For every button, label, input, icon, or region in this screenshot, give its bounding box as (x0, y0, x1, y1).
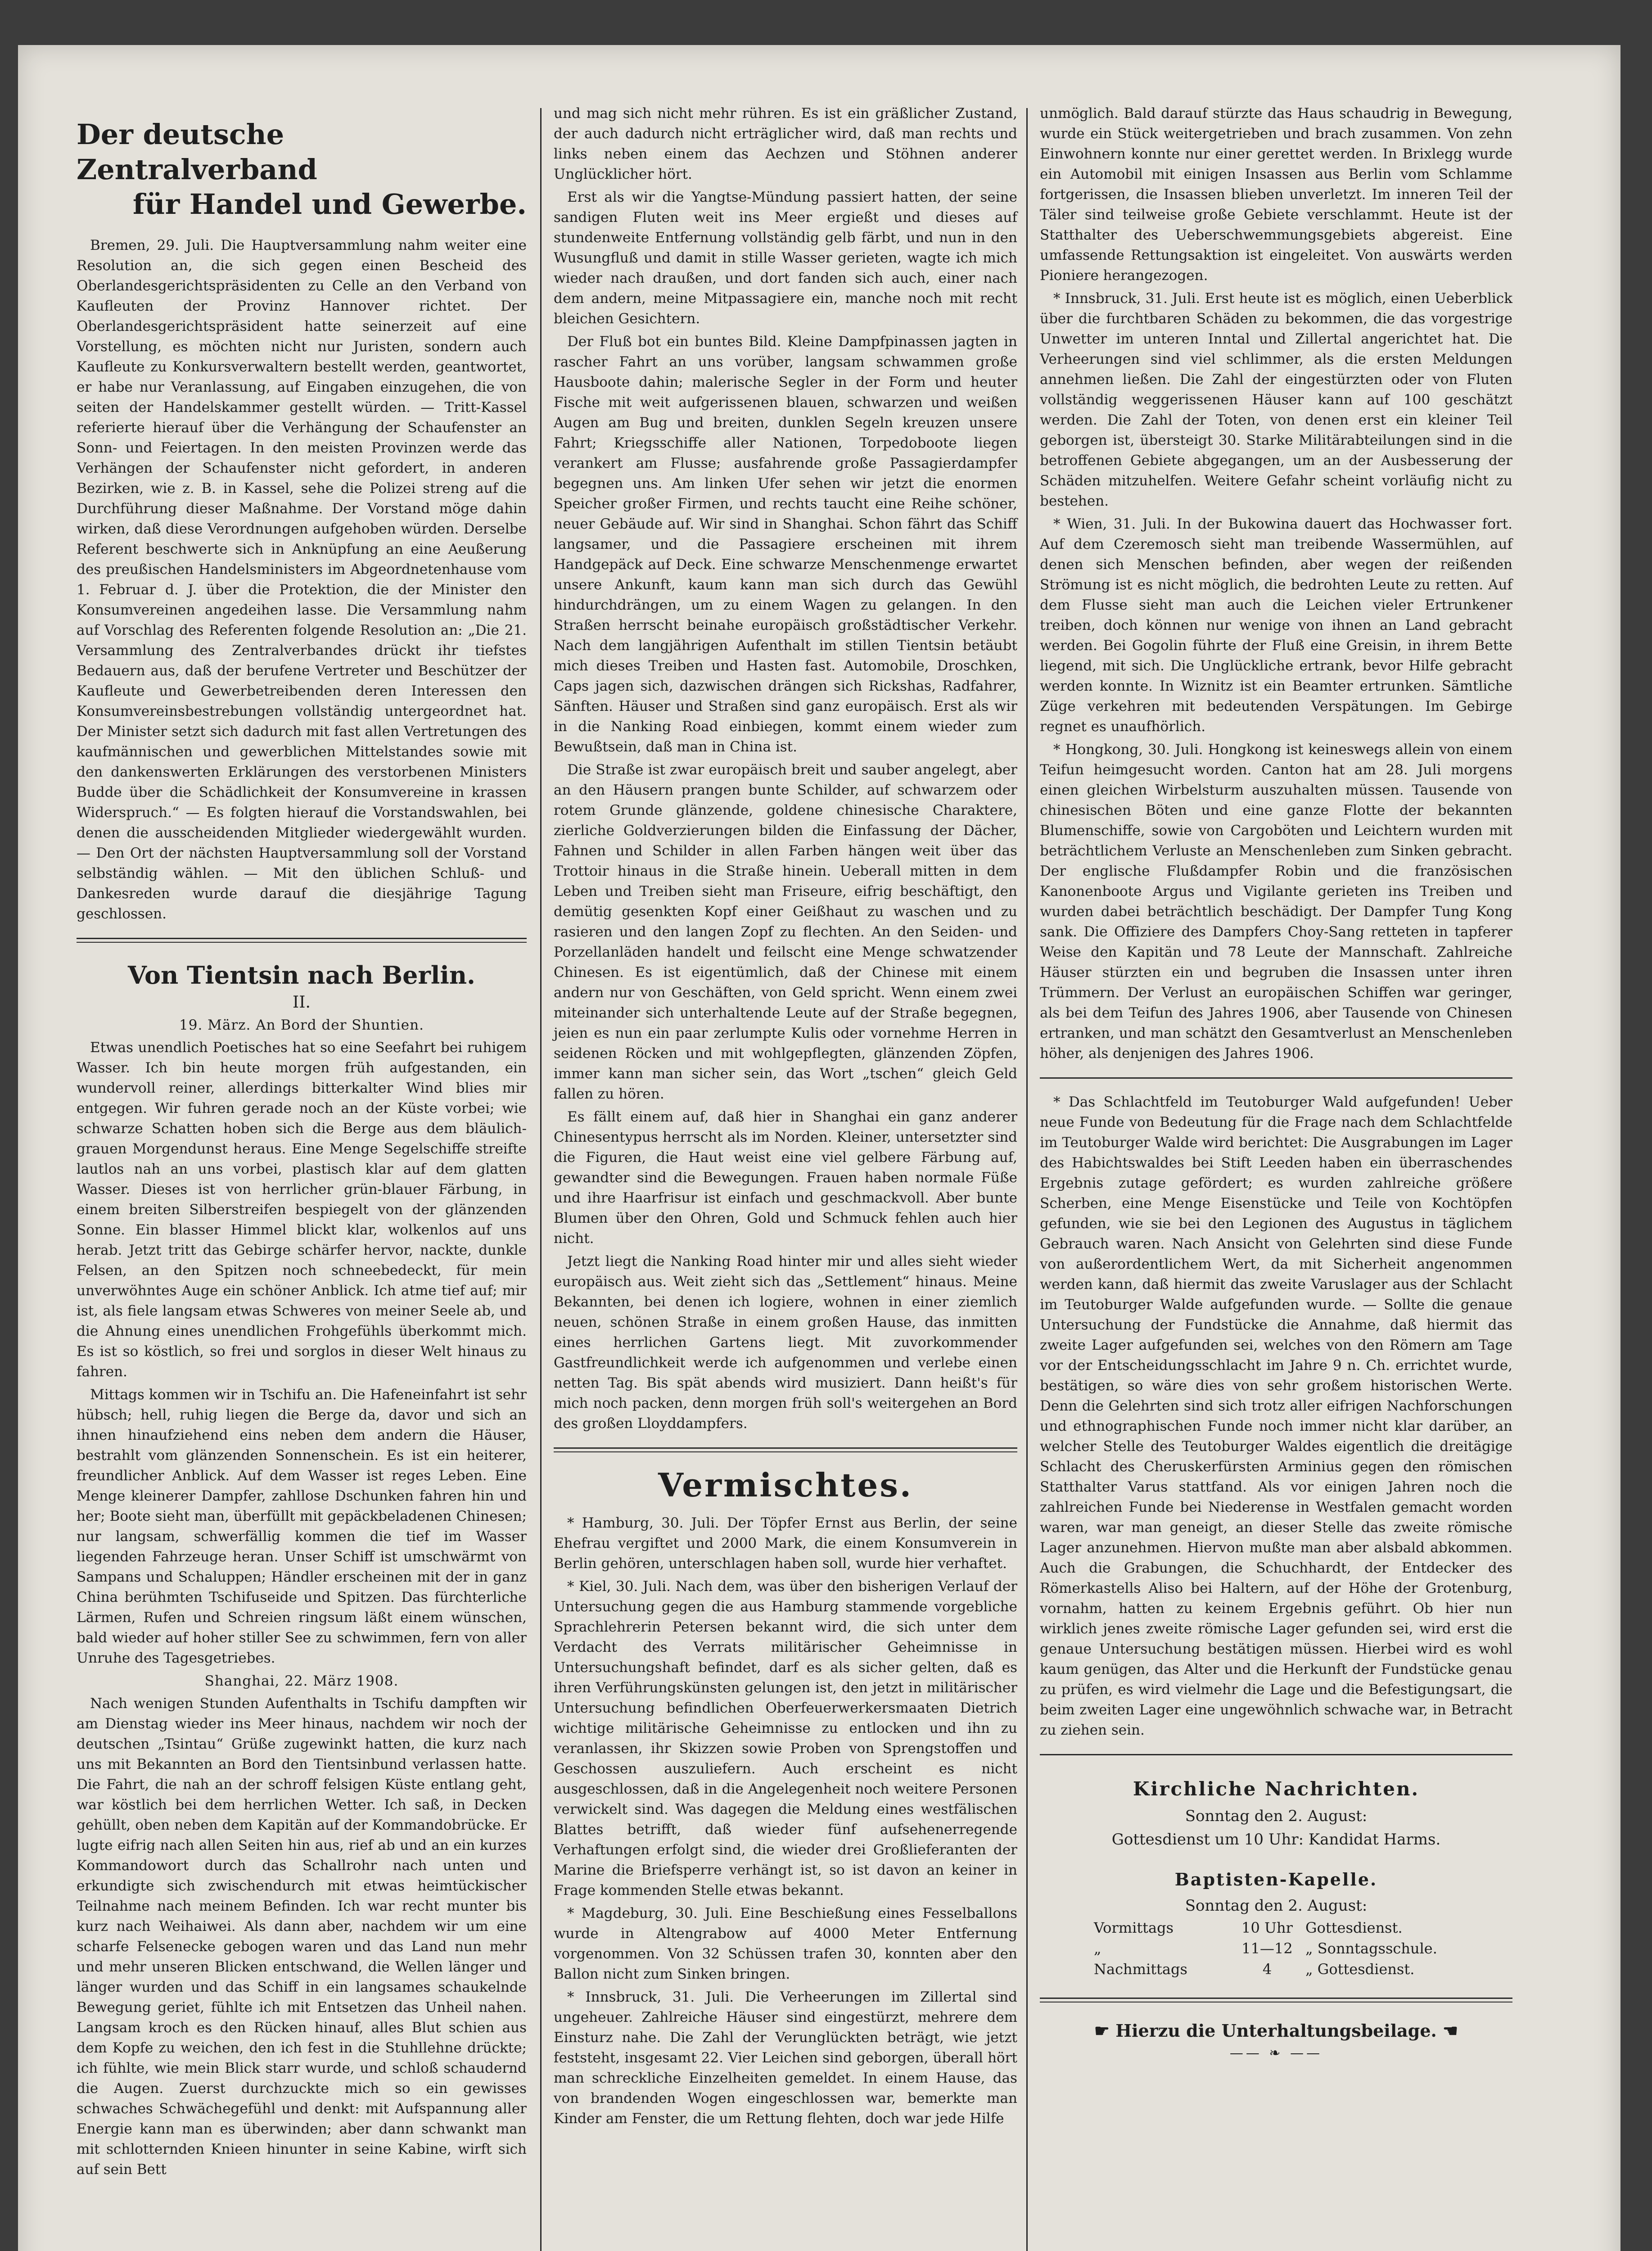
paragraph: Nach wenigen Stunden Aufenthalts in Tschifu dampften wir am Dienstag wieder ins Meer hinaus, nachdem wir noch der deutschen „Tsintau“ Grüße zugewinkt hatten, die kurz nach uns mit Bekannten an Bord den Tientsinbund verlassen hatte. Die Fahrt, die nah an der schroff felsigen Küste entlang geht, war köstlich bei dem herrlichen Wetter. Ich saß, in Decken gehüllt, oben neben dem Kapitän auf der Kommandobrücke. Er lugte eifrig nach allen Seiten hin aus, rief ab und an ein kurzes Kommandowort durch das Schallrohr nach unten und erkundigte sich zwischendurch mit etwas heimtückischer Teilnahme nach meinem Befinden. Ich war recht munter bis kurz nach Weihaiwei. Als dann aber, nachdem wir um eine scharfe Felsenecke gebogen waren und das Land nun mehr und mehr unseren Blicken entschwand, die Wellen länger und länger wurden und das Schiff in ein langsames schaukelnde Bewegung geriet, fühlte ich mit Entsetzen das Unheil nahen. Langsam kroch es den Rücken hinauf, alles Blut schien aus dem Kopfe zu weichen, den ich fest in die Stuhllehne drückte; ich fühlte, wie mein Blick starr wurde, und schloß schaudernd die Augen. Zuerst durchzuckte mich so ein gewisses schwaches Schwächegefühl und denkt: mit Aufspannung aller Energie kann man es überwinden; aber dann schwankt man mit schlotternden Knieen hinunter in seine Kabine, wirft sich auf sein Bett (77, 1695, 527, 2178)
headline-line: für Handel und Gewerbe. (132, 188, 527, 221)
church-news-line: Gottesdienst um 10 Uhr: Kandidat Harms. (1111, 1831, 1441, 1849)
paragraph: Die Straße ist zwar europäisch breit und sauber angelegt, aber an den Häusern prangen bunte Schilder, auf schwarzem oder rotem Grunde glänzende, goldene chinesische Charaktere, zierliche Goldverzierungen bilden die Einfassung der Dächer, Fahnen und Schilder in allen Farben hängen weit über das Trottoir hinaus in die Straße hinein. Ueberall mitten in dem Leben und Treiben sieht man Friseure, eifrig beschäftigt, den demütig gesenkten Kopf einer Geißhaut zu waschen und zu rasieren und den langen Zopf zu flechten. An den Seiden- und Porzellanläden handelt und feilscht eine Menge schwatzender Chinesen. Es ist eigentümlich, daß der Chinese mit einem andern nur von Geschäften, von Geld spricht. Wenn einem zwei miteinander sich unterhaltende Leute auf der Straße begegnen, jeien es nun ein paar zerlumpte Kulis oder vornehme Herren in seidenen Röcken und mit wohlgepflegten, glänzenden Zöpfen, immer kann man sicher sein, das Wort „tschen“ gleich Geld fallen zu hören. (554, 762, 1017, 1102)
column-2 (554, 104, 1017, 2132)
schedule-event: „ Gottesdienst. (1305, 1961, 1415, 1978)
paragraph: Erst als wir die Yangtse-Mündung passiert hatten, der seine sandigen Fluten weit ins Meer ergießt und dieses auf stundenweite Entfernung vollständig gelb färbt, und nun in den Wusungfluß und damit in stille Wasser gerieten, wagte ich mich wieder nach draußen, und dort fanden sich auch, einer nach dem andern, meine Mitpassagiere ein, manche noch mit recht bleichen Gesichtern. (554, 189, 1017, 327)
section-title: Vermischtes. (658, 1466, 913, 1504)
divider (1040, 1077, 1512, 1079)
paragraph: und mag sich nicht mehr rühren. Es ist ein gräßlicher Zustand, der auch dadurch nicht erträglicher wird, daß man rechts und links neben einem das Aechzen und Stöhnen anderer Unglücklicher hört. (554, 105, 1017, 182)
column-rule (1026, 108, 1028, 2251)
dateline: 19. März. An Bord der Shuntien. (179, 1017, 424, 1033)
paragraph: Der Fluß bot ein buntes Bild. Kleine Dampfpinassen jagten in rascher Fahrt an uns vorüber, langsam schwammen große Hausboote dahin; malerische Segler in der Form und heuter Fische mit weit aufgerissenen blauen, schwarzen und weißen Augen am Bug und breiten, dunklen Segeln kreuzen unsere Fahrt; Kriegsschiffe aller Nationen, Torpedoboote liegen verankert am Flusse; ausfahrende große Passagierdampfer begegnen uns. Am linken Ufer sehen wir jetzt die enormen Speicher großer Firmen, und rechts taucht eine Reihe schöner, neuer Gebäude auf. Wir sind in Shanghai. Schon fährt das Schiff langsamer, und die Passagiere erscheinen mit ihrem Handgepäck auf Deck. Eine schwarze Menschenmenge erwartet unsere Ankunft, kaum kann man sich durch das Gewühl hindurchdrängen, um zu einem Wagen zu gelangen. In den Straßen herrscht beinahe europäisch großstädtischer Verkehr. Nach dem langjährigen Aufenthalt im stillen Tientsin betäubt mich dieses Treiben und Hasten fast. Automobile, Droschken, Caps jagen sich, dazwischen drängen sich Rickshas, Radfahrer, Sänften. Häuser und Straßen sind ganz europäisch. Erst als wir in die Nanking Road einbiegen, kommt einem wieder zum Bewußtsein, daß man in China ist. (554, 334, 1017, 755)
column-3 (1040, 104, 1512, 2061)
supplement-notice (1040, 2020, 1512, 2041)
news-item: * Kiel, 30. Juli. Nach dem, was über den bisherigen Verlauf der Untersuchung gegen die aus Hamburg stammende vorgebliche Sprachlehrerin Petersen bekannt wird, die sich unter dem Verdacht des Verrats militärischer Geheimnisse in Untersuchungshaft befindet, darf es als sicher gelten, daß es ihren Verführungskünsten gelungen ist, den jetzt in militärischer Untersuchung befindlichen Oberfeuerwerkersmaaten Dietrich wichtige militärische Geheimnisse zu entlocken und ihn zu veranlassen, ihr Skizzen sowie Proben von Sprengstoffen und Geschossen auszuliefern. Auch erscheint es nicht ausgeschlossen, daß in die Angelegenheit noch weitere Personen verwickelt sind. Was dagegen die Meldung eines westfälischen Blattes betrifft, daß wieder fünf aufsehenerregende Verhaftungen erfolgt sind, die wieder drei Großlieferanten der Marine die Briefsperre verhängt ist, so ist davon an keiner in Frage kommenden Stelle etwas bekannt. (554, 1578, 1017, 1898)
paragraph: unmöglich. Bald darauf stürzte das Haus schaudrig in Bewegung, wurde ein Stück weitergetrieben und brach zusammen. Von zehn Einwohnern konnte nur einer gerettet werden. In Brixlegg wurde ein Automobil mit einigen Insassen aus Berlin vom Schlamme fortgerissen, die Insassen blieben unverletzt. Im inneren Teil der Täler sind teilweise große Gebiete verschlammt. Heute ist der Statthalter des Ueberschwemmungsgebiets abgereist. Eine umfassende Rettungsaktion ist eingeleitet. Von auswärts werden Pioniere herangezogen. (1040, 105, 1512, 284)
news-item: * Magdeburg, 30. Juli. Eine Beschießung eines Fesselballons wurde in Altengrabow auf 4000 Meter Entfernung vorgenommen. Von 32 Schüssen trafen 30, konnten aber den Ballon nicht zum Sinken bringen. (554, 1905, 1017, 1982)
schedule-row (1094, 1917, 1512, 1938)
baptist-line: Sonntag den 2. August: (1185, 1897, 1368, 1915)
ornament-divider: —— ❧ —— (1229, 2045, 1323, 2061)
pointing-hand-icon: ☛ (1094, 2020, 1116, 2041)
article-body: Bremen, 29. Juli. Die Hauptversammlung nahm weiter eine Resolution an, die sich gegen einen Bescheid des Oberlandesgerichtspräsidenten zu Celle an den Verband von Kaufleuten der Provinz Hannover richtet. Der Oberlandesgerichtspräsident hatte seinerzeit auf eine Vorstellung, es möchten nicht nur Juristen, sondern auch Kaufleute zu Konkursverwaltern bestellt werden, geantwortet, er habe nur Veranlassung, auf Eingaben einzugehen, die von seiten der Handelskammer gestellt würden. — Tritt-Kassel referierte hierauf über die Verhängung der Schaufenster an Sonn- und Feiertagen. In den meisten Provinzen werde das Verhängen der Schaufenster nicht gefordert, in anderen Bezirken, wie z. B. in Kassel, sehe die Polizei streng auf die Durchführung dieser Maßnahme. Der Vorstand möge dahin wirken, daß diese Verordnungen aufgehoben würden. Derselbe Referent beschwerte sich in Anknüpfung an eine Aeußerung des preußischen Handelsministers im Abgeordnetenhause vom 1. Februar d. J. über die Protektion, die der Minister den Konsumvereinen angedeihen lasse. Die Versammlung nahm auf Vorschlag des Referenten folgende Resolution an: „Die 21. Versammlung des Zentralverbandes drückt ihr tiefstes Bedauern aus, daß der berufene Vertreter und Beschützer der Kaufleute und Gewerbetreibenden deren Interessen den Konsumvereinsbestrebungen vollständig untergeordnet hat. Der Minister setzt sich dadurch mit fast allen Vertretungen des kaufmännischen und gewerblichen Mittelstandes sowie mit den dankenswerten Erklärungen des verstorbenen Ministers Budde über die Schädlichkeit der Konsumvereine in krassen Widerspruch.“ — Es folgten hierauf die Vorstandswahlen, bei denen die ausscheidenden Mitglieder wiedergewählt wurden. — Den Ort der nächsten Hauptversammlung soll der Vorstand selbständig wählen. — Mit den üblichen Schluß- und Dankesreden wurde darauf die diesjährige Tagung geschlossen. (77, 237, 527, 922)
divider (1040, 1754, 1512, 1755)
column-1 (77, 104, 527, 2183)
news-item: * Innsbruck, 31. Juli. Die Verheerungen im Zillertal sind ungeheuer. Zahlreiche Häuser sind eingestürzt, mehrere dem Einsturz nahe. Die Zahl der Verunglückten beträgt, wie jetzt feststeht, insgesamt 22. Vier Leichen sind geborgen, überall hört man schreckliche Einzelheiten gemeldet. In einem Hause, das von brandenden Wogen eingeschlossen war, bemerkte man Kinder am Fenster, die um Rettung flehten, doch war jede Hilfe (554, 1989, 1017, 2127)
church-news-title: Kirchliche Nachrichten. (1133, 1778, 1420, 1800)
divider (1040, 1998, 1512, 2002)
schedule-hour: 11—12 (1241, 1940, 1293, 1957)
headline-line: Der deutsche Zentralverband (77, 118, 317, 186)
schedule-time-label: Nachmittags (1094, 1961, 1187, 1978)
paragraph: Etwas unendlich Poetisches hat so eine Seefahrt bei ruhigem Wasser. Ich bin heute morgen früh aufgestanden, ein wundervoll reiner, allerdings bitterkalter Wind blies mir entgegen. Wir fuhren gerade noch an der Küste vorbei; wie schwarze Schatten hoben sich die Berge aus dem bläulich-grauen Morgendunst heraus. Eine Menge Segelschiffe streifte lautlos nah an uns vorbei, plastisch klar auf dem glatten Wasser. Dieses ist von herrlicher grün-blauer Färbung, in einem breiten Silberstreifen bespiegelt von der glänzenden Sonne. Ein blasser Himmel blickt klar, wolkenlos auf uns herab. Jetzt tritt das Gebirge schärfer hervor, nackte, dunkle Felsen, an den Spitzen noch schneebedeckt, für mein unverwöhntes Auge ein schöner Anblick. Ich atme tief auf; mir ist, als fiele langsam etwas Schweres von meiner Seele ab, und die Ahnung eines unendlichen Frohgefühls überkommt mich. Es ist so köstlich, so frei und sorglos in dieser Welt hinaus zu fahren. (77, 1039, 527, 1380)
schedule-hour: 4 (1262, 1961, 1272, 1978)
news-item: * Wien, 31. Juli. In der Bukowina dauert das Hochwasser fort. Auf dem Czeremosch sieht man treibende Wassermühlen, auf denen sich Menschen befinden, aber wegen der reißenden Strömung ist es nicht möglich, die bedrohten Leute zu retten. Auf dem Flusse sieht man auch die Leichen vieler Ertrunkener treiben, doch können nur wenige von ihnen an Land gebracht werden. Bei Gogolin führte der Fluß eine Greisin, in ihrem Bette liegend, mit sich. Die Unglückliche ertrank, bevor Hilfe gebracht werden konnte. In Wiznitz ist ein Beamter ertrunken. Sämtliche Züge verkehren mit bedeutenden Verspätungen. Im Gebirge regnet es unaufhörlich. (1040, 516, 1512, 735)
church-news-line: Sonntag den 2. August: (1185, 1807, 1368, 1825)
news-item: * Das Schlachtfeld im Teutoburger Wald aufgefunden! Ueber neue Funde von Bedeutung für die Frage nach dem Schlachtfelde im Teutoburger Walde wird berichtet: Die Ausgrabungen im Lager des Habichtswaldes bei Stift Leeden haben ein überraschendes Ergebnis zutage gefördert; es wurden zahlreiche größere Scherben, eine Menge Eisenstücke und Teile von Kochtöpfen gefunden, wie sie bei den Legionen des Augustus in täglichem Gebrauch waren. Nach Ansicht von Gelehrten sind diese Funde von außerordentlichem Wert, da mit Sicherheit angenommen werden kann, daß hiermit das zweite Varuslager aus der Schlacht im Teutoburger Walde aufgefunden wurde. — Sollte die genaue Untersuchung der Fundstücke die Annahme, daß hiermit das zweite Lager aufgefunden sei, welches von den Römern am Tage vor der Entscheidungsschlacht im Jahre 9 n. Ch. errichtet wurde, bestätigen, so wäre dies von sehr großem historischen Werte. Denn die Gelehrten sind sich trotz aller eifrigen Nachforschungen und ethnographischen Funde noch immer nicht klar darüber, an welcher Stelle des Teutoburger Waldes eigentlich die dreitägige Schlacht des Cheruskerfürsten Arminius gegen den römischen Statthalter Varus stattfand. Als vor einigen Jahren noch die zahlreichen Funde bei Niederense in Westfalen gemacht worden waren, war man geneigt, an dieser Stelle das zweite römische Lager anzunehmen. Hiervon mußte man aber alsbald abkommen. Auch die Grabungen, die Schuchhardt, der Entdecker des Römerkastells Aliso bei Haltern, auf der Höhe der Grotenburg, vornahm, hatten zu keinem Ergebnis geführt. Ob hier nun wirklich jenes zweite römische Lager gefunden sei, wird erst die genaue Untersuchung bestätigen müssen. Hierbei wird es wohl kaum genügen, das Alter und die Herkunft der Fundstücke genau zu prüfen, es wird vielmehr die Lage und die Befestigungsart, die beim zweiten Lager eine ungewöhnlich schwache war, in Betracht zu ziehen sein. (1040, 1094, 1512, 1738)
schedule-time-label: „ (1094, 1940, 1101, 1957)
section-number: II. (293, 993, 311, 1012)
section-title: Von Tientsin nach Berlin. (128, 960, 475, 990)
divider (77, 938, 527, 943)
paragraph: Mittags kommen wir in Tschifu an. Die Hafeneinfahrt ist sehr hübsch; hell, ruhig liegen die Berge da, davor und sich an ihnen hinaufziehend eins neben dem andern die Häuser, bestrahlt vom glänzenden Sonnenschein. Es ist ein heiterer, freundlicher Anblick. Auf dem Wasser ist reges Leben. Eine Menge kleinerer Dampfer, zahllose Dschunken fahren hin und her; Boote sieht man, überfüllt mit gepäckbeladenen Chinesen; nur langsam, schwerfällig kommen die tief im Wasser liegenden Fahrzeuge heran. Unser Schiff ist umschwärmt von Sampans und Schaluppen; Händler erscheinen mit der in ganz China berühmten Tschifuseide und Spitzen. Das fürchterliche Lärmen, Rufen und Schreien ringsum läßt einem wünschen, bald wieder auf hoher stiller See zu schwimmen, fern von aller Unruhe des Tagesgetriebes. (77, 1386, 527, 1666)
schedule-event: „ Sonntagsschule. (1305, 1940, 1437, 1957)
schedule-row (1094, 1938, 1512, 1959)
paragraph: Jetzt liegt die Nanking Road hinter mir und alles sieht wieder europäisch aus. Weit zieht sich das „Settlement“ hinaus. Meine Bekannten, bei denen ich logiere, wohnen in einer ziemlich neuen, schönen Straße in einem großen Hause, das inmitten eines herrlichen Gartens liegt. Mit zuvorkommender Gastfreundlichkeit werde ich aufgenommen und verlebe einen netten Tag. Bis spät abends wird musiziert. Dann heißt's für mich noch packen, denn morgen früh soll's weitergehen an Bord des großen Lloyddampfers. (554, 1253, 1017, 1432)
news-item: * Innsbruck, 31. Juli. Erst heute ist es möglich, einen Ueberblick über die furchtbaren Schäden zu bekommen, die das vorgestrige Unwetter im unteren Inntal und Zillertal angerichtet hat. Die Verheerungen sind viel schlimmer, als die ersten Meldungen annehmen ließen. Die Zahl der eingestürzten oder von Fluten vollständig weggerissenen Häuser kann auf 100 geschätzt werden. Die Zahl der Toten, von denen erst ein kleiner Teil geborgen ist, übersteigt 30. Starke Militärabteilungen sind in die betroffenen Gebiete abgegangen, um an der Ausbesserung der Schäden mitzuhelfen. Weitere Gefahr scheint vorläufig nicht zu bestehen. (1040, 290, 1512, 509)
paragraph: Es fällt einem auf, daß hier in Shanghai ein ganz anderer Chinesentypus herrscht als im Norden. Kleiner, untersetzter sind die Figuren, die Haut weist eine viel gelbere Färbung auf, gewandter sind die Bewegungen. Frauen haben normale Füße und ihre Haarfrisur ist einfach und geschmackvoll. Aber bunte Blumen über den Ohren, Gold und Schmuck fehlen auch hier nicht. (554, 1109, 1017, 1247)
supplement-text: Hierzu die Unterhaltungsbeilage. (1115, 2020, 1437, 2041)
pointing-hand-icon: ☚ (1436, 2020, 1458, 2041)
article-headline (77, 117, 527, 222)
dateline: Shanghai, 22. März 1908. (204, 1672, 399, 1689)
schedule-row (1094, 1959, 1512, 1980)
schedule-time-label: Vormittags (1094, 1919, 1174, 1936)
schedule-event: Gottesdienst. (1305, 1919, 1403, 1936)
newspaper-page (18, 45, 1620, 2251)
news-item: * Hamburg, 30. Juli. Der Töpfer Ernst aus Berlin, der seine Ehefrau vergiftet und 2000 Mark, die einem Konsumverein in Berlin gehören, unterschlagen haben soll, wurde hier verhaftet. (554, 1515, 1017, 1572)
baptist-chapel-title: Baptisten-Kapelle. (1174, 1869, 1378, 1889)
column-rule (540, 108, 542, 2251)
divider (554, 1447, 1017, 1452)
news-item: * Hongkong, 30. Juli. Hongkong ist keineswegs allein von einem Teifun heimgesucht worden. Canton hat am 28. Juli morgens einen gleichen Wirbelsturm auszuhalten müssen. Tausende von chinesischen Böten und eine ganze Flotte der bekannten Blumenschiffe, sowie von Cargoböten und Leichtern wurden mit beträchtlichem Verluste an Menschenleben zum Sinken gebracht. Der englische Flußdampfer Robin und die französischen Kanonenboote Argus und Vigilante gerieten ins Treiben und wurden dabei beträchtlich beschädigt. Der Dampfer Tung Kong sank. Die Offiziere des Dampfers Choy-Sang retteten in tapferer Weise den Kapitän und 78 Leute der Mannschaft. Zahlreiche Häuser stürzten ein und begruben die Insassen unter ihren Trümmern. Der Verlust an europäischen Schiffen war geringer, als bei dem Teifun des Jahres 1906, aber Tausende von Chinesen ertranken, und man schätzt den Gesamtverlust an Menschenleben höher, als denjenigen des Jahres 1906. (1040, 741, 1512, 1062)
schedule-hour: 10 Uhr (1241, 1919, 1293, 1936)
